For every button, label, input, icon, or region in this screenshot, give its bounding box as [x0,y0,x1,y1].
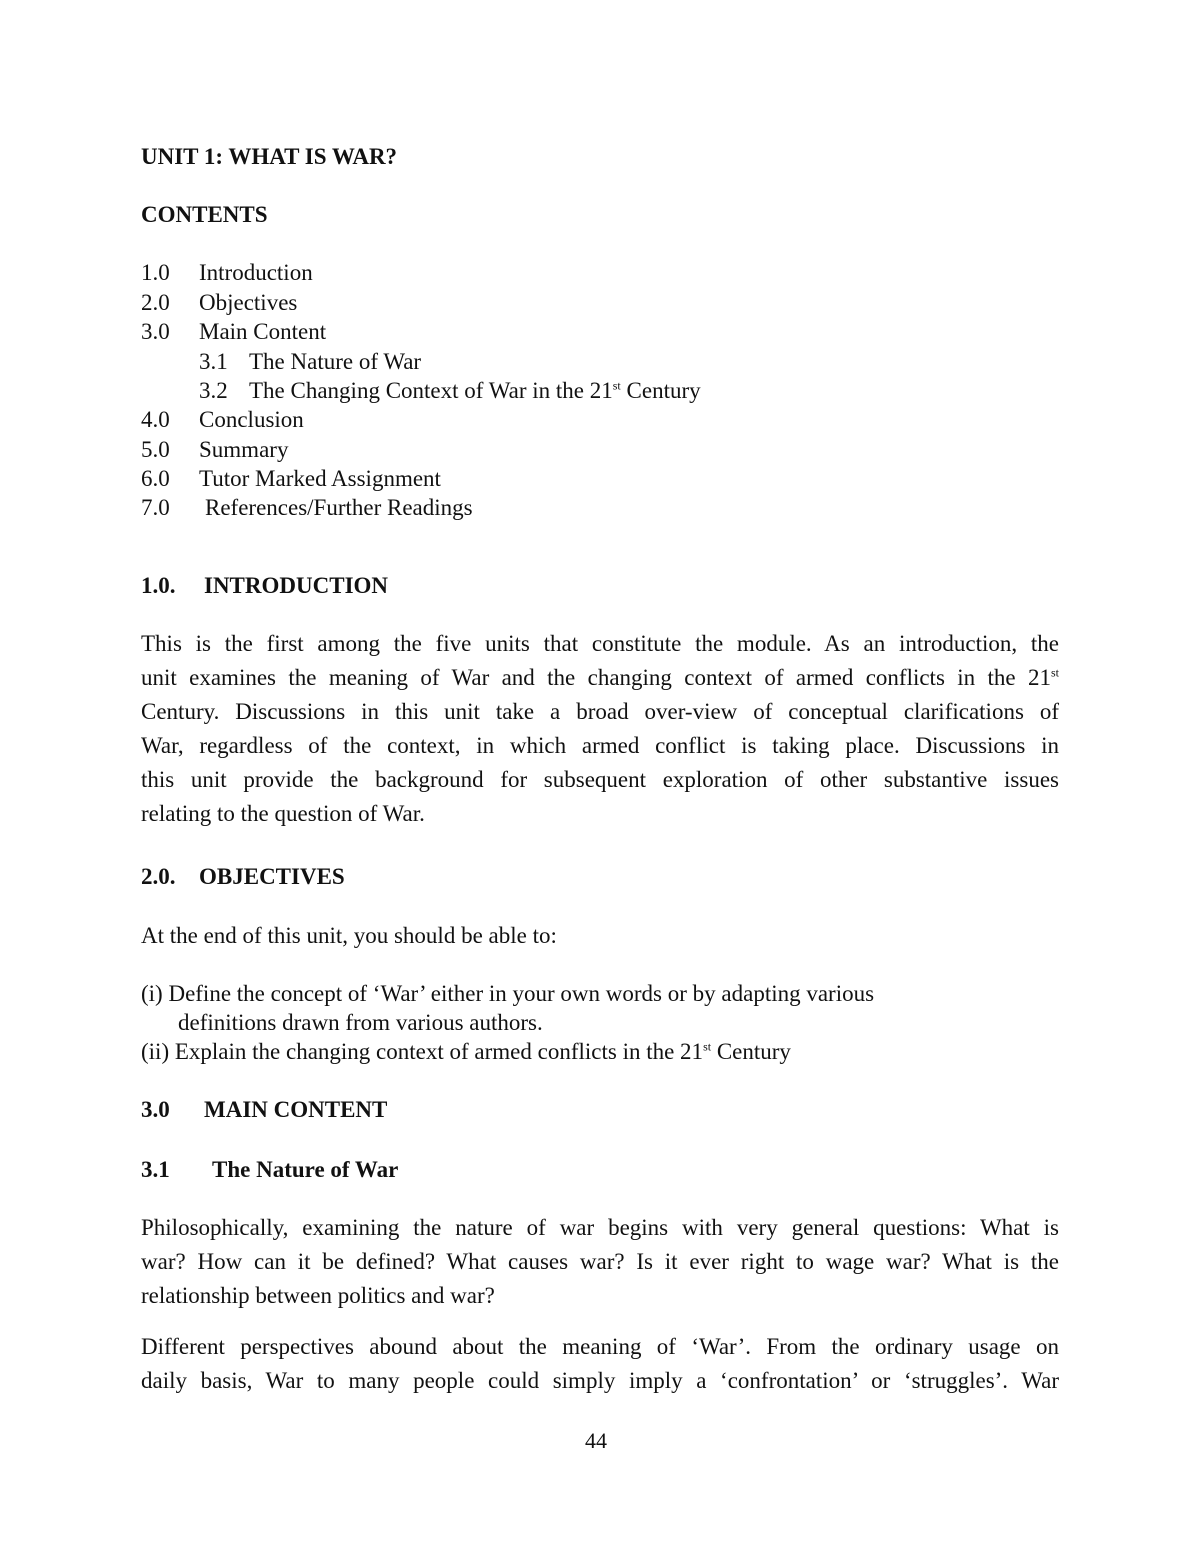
contents-heading: CONTENTS [141,202,268,227]
toc-item-2 [141,290,298,316]
toc-label: Conclusion [199,407,304,432]
toc-label: Main Content [199,319,327,344]
toc-label: Introduction [199,260,313,285]
paragraph-line: Different perspectives abound about the meaning of ‘War’. From the ordinary usage on [141,1334,1059,1359]
toc-number: 6.0 [141,466,170,491]
toc-item-3 [141,319,327,345]
paragraph-line: War, regardless of the context, in which armed conflict is taking place. Discussions in [141,733,1059,758]
toc-label: References/Further Readings [205,495,473,520]
objective-item-1-continued: definitions drawn from various authors. [178,1010,543,1035]
main-content-heading: 3.0 MAIN CONTENT [141,1097,388,1122]
paragraph-line: Century. Discussions in this unit take a broad over-view of conceptual clarifications of [141,699,1059,724]
unit-title: UNIT 1: WHAT IS WAR? [141,144,398,169]
toc-number: 2.0 [141,290,170,315]
toc-number: 1.0 [141,260,170,285]
toc-number: 3.2 [199,378,228,403]
toc-label: The Changing Context of War in the 21st Century [249,378,701,403]
nature-of-war-heading: 3.1 The Nature of War [141,1157,399,1182]
paragraph-line: Philosophically, examining the nature of war begins with very general questions: What is [141,1215,1059,1240]
toc-number: 7.0 [141,495,170,520]
toc-item-3-2 [199,378,701,404]
toc-label: Tutor Marked Assignment [199,466,441,491]
objective-item-1: (i) Define the concept of ‘War’ either in your own words or by adapting various [141,981,875,1006]
toc-item-6 [141,466,441,492]
toc-item-3-1 [199,349,422,375]
paragraph-line: This is the first among the five units that constitute the module. As an introduction, the [141,631,1059,656]
intro-heading: 1.0. INTRODUCTION [141,573,389,598]
toc-label: The Nature of War [249,349,422,374]
toc-item-7 [141,495,473,521]
paragraph-line: unit examines the meaning of War and the changing context of armed conflicts in the 21st [141,665,1059,690]
paragraph-line: relating to the question of War. [141,801,425,826]
page-number: 44 [585,1428,607,1453]
objectives-lead: At the end of this unit, you should be able to: [141,923,557,948]
toc-item-5 [141,437,289,463]
toc-label: Summary [199,437,289,462]
toc-label: Objectives [199,290,298,315]
paragraph-line: relationship between politics and war? [141,1283,495,1308]
paragraph-line: daily basis, War to many people could simply imply a ‘confrontation’ or ‘struggles’. War [141,1368,1059,1393]
toc-item-4 [141,407,304,433]
paragraph-line: war? How can it be defined? What causes war? Is it ever right to wage war? What is the [141,1249,1059,1274]
toc-number: 4.0 [141,407,170,432]
objective-item-2: (ii) Explain the changing context of armed conflicts in the 21st Century [141,1039,791,1064]
toc-number: 3.0 [141,319,170,344]
toc-number: 5.0 [141,437,170,462]
toc-item-1 [141,260,313,286]
toc-number: 3.1 [199,349,228,374]
paragraph-line: this unit provide the background for subsequent exploration of other substantive issues [141,767,1059,792]
objectives-heading: 2.0. OBJECTIVES [141,864,345,889]
